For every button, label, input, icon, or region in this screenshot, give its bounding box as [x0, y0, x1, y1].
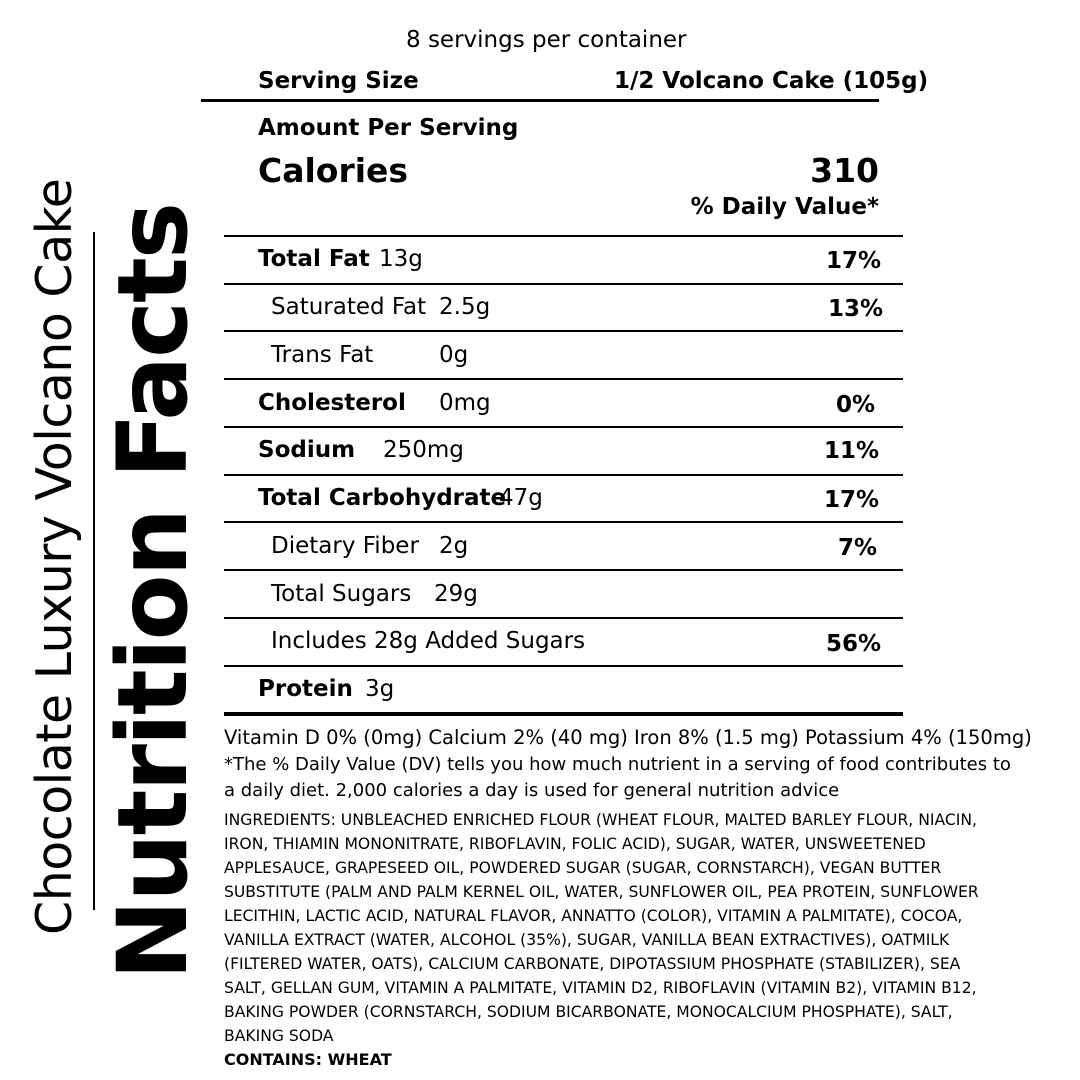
serving-size-value: 1/2 Volcano Cake (105g) [614, 68, 929, 94]
saturated-fat-label: Saturated Fat [271, 294, 427, 320]
sodium-label: Sodium [258, 437, 356, 463]
saturated-fat-dv: 13% [827, 296, 883, 322]
total-carbohydrate-label: Total Carbohydrate [258, 485, 507, 511]
total-carbohydrate-dv: 17% [823, 487, 879, 513]
row-rule [224, 617, 903, 619]
row-rule [224, 521, 903, 523]
added-sugars-label: Includes 28g Added Sugars [271, 628, 586, 654]
product-name: Chocolate Luxury Volcano Cake [26, 178, 83, 935]
total-sugars-amount: 29g [434, 581, 478, 607]
protein-thick-rule [224, 712, 903, 716]
servings-per-container: 8 servings per container [406, 27, 687, 53]
row-rule [224, 283, 903, 285]
row-rule [224, 665, 903, 667]
dietary-fiber-amount: 2g [439, 533, 469, 559]
dietary-fiber-dv: 7% [837, 535, 877, 561]
total-sugars-label: Total Sugars [271, 581, 412, 607]
row-rule [224, 330, 903, 332]
total-fat-label: Total Fat [258, 246, 370, 272]
sodium-amount: 250mg [383, 437, 464, 463]
vitamins-line: Vitamin D 0% (0mg) Calcium 2% (40 mg) Iron 8% (1.5 mg) Potassium 4% (150mg) [224, 726, 1032, 749]
ingredients-text: INGREDIENTS: UNBLEACHED ENRICHED FLOUR (WHEAT FLOUR, MALTED BARLEY FLOUR, NIACIN, IRON, THIAMIN MONONITRATE, RIBOFLAVIN, FOLIC ACID), SUGAR, WATER, UNSWEETENED APPLESAUCE, GRAPESEED OIL, POWDERED SUGAR (SUGAR, CORNSTARCH), VEGAN BUTTER SUBSTITUTE (PALM AND PALM KERNEL OIL, WATER, SUNFLOWER OIL, PEA PROTEIN, SUNFLOWER LECITHIN, LACTIC ACID, NATURAL FLAVOR, ANNATTO (COLOR), VITAMIN A PALMITATE), COCOA, VANILLA EXTRACT (WATER, ALCOHOL (35%), SUGAR, VANILLA BEAN EXTRACTIVES), OATMILK (FILTERED WATER, OATS), CALCIUM CARBONATE, DIPOTASSIUM PHOSPHATE (STABILIZER), SEA SALT, GELLAN GUM, VITAMIN A PALMITATE, VITAMIN D2, RIBOFLAVIN (VITAMIN B2), VITAMIN B12, BAKING POWDER (CORNSTARCH, SODIUM BICARBONATE, MONOCALCIUM PHOSPHATE), SALT, BAKING SODA [224, 811, 979, 1045]
calories-value: 310 [810, 151, 879, 190]
contains-allergens: CONTAINS: WHEAT [224, 1050, 392, 1069]
sodium-dv: 11% [823, 438, 879, 464]
side-divider [93, 232, 95, 910]
added-sugars-dv: 56% [825, 631, 881, 657]
row-rule [224, 426, 903, 428]
calories-label: Calories [258, 151, 409, 190]
total-carbohydrate-amount: 47g [499, 485, 543, 511]
row-rule [224, 235, 903, 237]
row-rule [224, 378, 903, 380]
row-rule [224, 474, 903, 476]
row-rule [224, 569, 903, 571]
cholesterol-label: Cholesterol [258, 390, 406, 416]
serving-size-label: Serving Size [258, 68, 419, 94]
protein-label: Protein [258, 676, 353, 702]
cholesterol-dv: 0% [835, 392, 875, 418]
serving-size-rule [201, 99, 879, 102]
saturated-fat-amount: 2.5g [439, 294, 491, 320]
daily-value-header: % Daily Value* [690, 194, 879, 220]
amount-per-serving: Amount Per Serving [258, 115, 519, 141]
trans-fat-label: Trans Fat [271, 342, 374, 368]
daily-value-footnote: *The % Daily Value (DV) tells you how much nutrient in a serving of food contributes to a daily diet. 2,000 calories a day is used for general nutrition advice [224, 754, 1011, 801]
protein-amount: 3g [365, 676, 395, 702]
cholesterol-amount: 0mg [439, 390, 491, 416]
dietary-fiber-label: Dietary Fiber [271, 533, 419, 559]
total-fat-dv: 17% [825, 248, 881, 274]
total-fat-amount: 13g [379, 246, 423, 272]
trans-fat-amount: 0g [439, 342, 469, 368]
nutrition-facts-title: Nutrition Facts [97, 203, 209, 980]
